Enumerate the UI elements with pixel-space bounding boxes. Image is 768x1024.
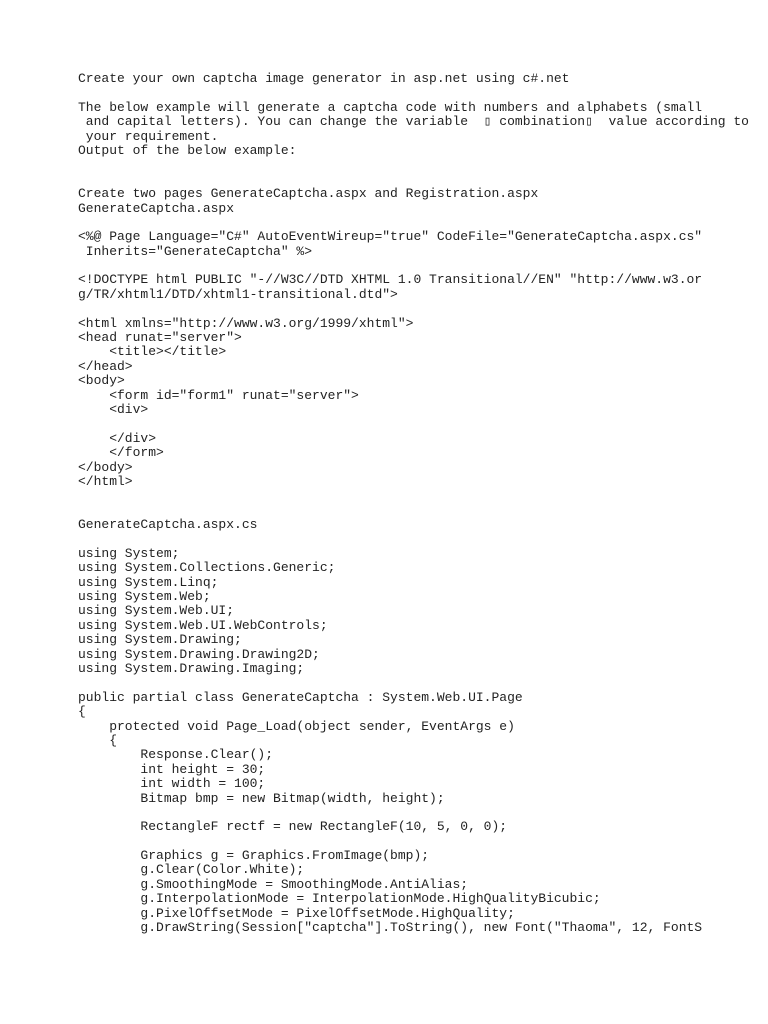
text-line: and capital letters). You can change the variable ▯ combination▯ value according to [78,114,749,130]
text-line: protected void Page_Load(object sender, EventArgs e) [78,718,515,734]
text-line: Inherits="GenerateCaptcha" %> [78,243,313,259]
text-line: The below example will generate a captcha code with numbers and alphabets (small [78,99,703,115]
text-line: using System.Web.UI; [78,603,235,619]
text-line: int height = 30; [78,761,266,777]
text-line [78,302,758,316]
text-line: g.InterpolationMode = InterpolationMode.HighQualityBicubic; [78,891,601,907]
text-line: </form> [78,445,164,461]
text-line: g.SmoothingMode = SmoothingMode.AntiAlias; [78,876,469,892]
text-line [78,158,758,172]
text-line: g/TR/xhtml1/DTD/xhtml1-transitional.dtd"> [78,286,398,302]
text-line: Bitmap bmp = new Bitmap(width, height); [78,790,445,806]
text-line [78,216,758,230]
text-line: GenerateCaptcha.aspx [78,200,235,216]
text-line: GenerateCaptcha.aspx.cs [78,517,258,533]
text-line [78,835,758,849]
text-line: int width = 100; [78,776,266,792]
text-line: <body> [78,373,125,389]
text-line: Output of the below example: [78,142,297,158]
text-line: <head runat="server"> [78,330,242,346]
text-line [78,489,758,503]
text-line: <html xmlns="http://www.w3.org/1999/xhtml"> [78,315,414,331]
text-line: </html> [78,473,133,489]
text-line [78,259,758,273]
text-line [78,806,758,820]
text-line: </body> [78,459,133,475]
text-line: g.PixelOffsetMode = PixelOffsetMode.HighQuality; [78,905,515,921]
text-line: using System.Collections.Generic; [78,560,336,576]
text-line: Response.Clear(); [78,747,274,763]
text-line: your requirement. [78,128,219,144]
text-line: using System.Drawing; [78,632,242,648]
text-line: Graphics g = Graphics.FromImage(bmp); [78,848,430,864]
text-line: <%@ Page Language="C#" AutoEventWireup="true" CodeFile="GenerateCaptcha.aspx.cs" [78,229,703,245]
text-line: using System.Drawing.Imaging; [78,661,305,677]
text-line: <!DOCTYPE html PUBLIC "-//W3C//DTD XHTML 1.0 Transitional//EN" "http://www.w3.or [78,272,703,288]
text-line: <form id="form1" runat="server"> [78,387,359,403]
document-page [78,72,758,935]
text-line: RectangleF rectf = new RectangleF(10, 5, 0, 0); [78,819,508,835]
text-line: </head> [78,358,133,374]
text-line: g.DrawString(Session["captcha"].ToString(), new Font("Thaoma", 12, FontS [78,920,703,936]
text-line: <title></title> [78,344,227,360]
text-line [78,533,758,547]
text-line [78,417,758,431]
text-line: { [78,732,118,748]
text-line [78,173,758,187]
text-line [78,86,758,100]
text-line: g.Clear(Color.White); [78,862,305,878]
text-line: using System.Linq; [78,574,219,590]
text-line [78,504,758,518]
text-line: </div> [78,430,157,446]
text-line: Create two pages GenerateCaptcha.aspx and Registration.aspx [78,186,539,202]
text-line [78,676,758,690]
text-line: { [78,704,86,720]
text-line: using System.Web; [78,589,211,605]
text-line: using System.Web.UI.WebControls; [78,617,328,633]
text-line: using System; [78,545,180,561]
text-line: Create your own captcha image generator in asp.net using c#.net [78,71,570,86]
text-line: using System.Drawing.Drawing2D; [78,646,320,662]
text-line: <div> [78,401,149,417]
text-line: public partial class GenerateCaptcha : System.Web.UI.Page [78,689,523,705]
